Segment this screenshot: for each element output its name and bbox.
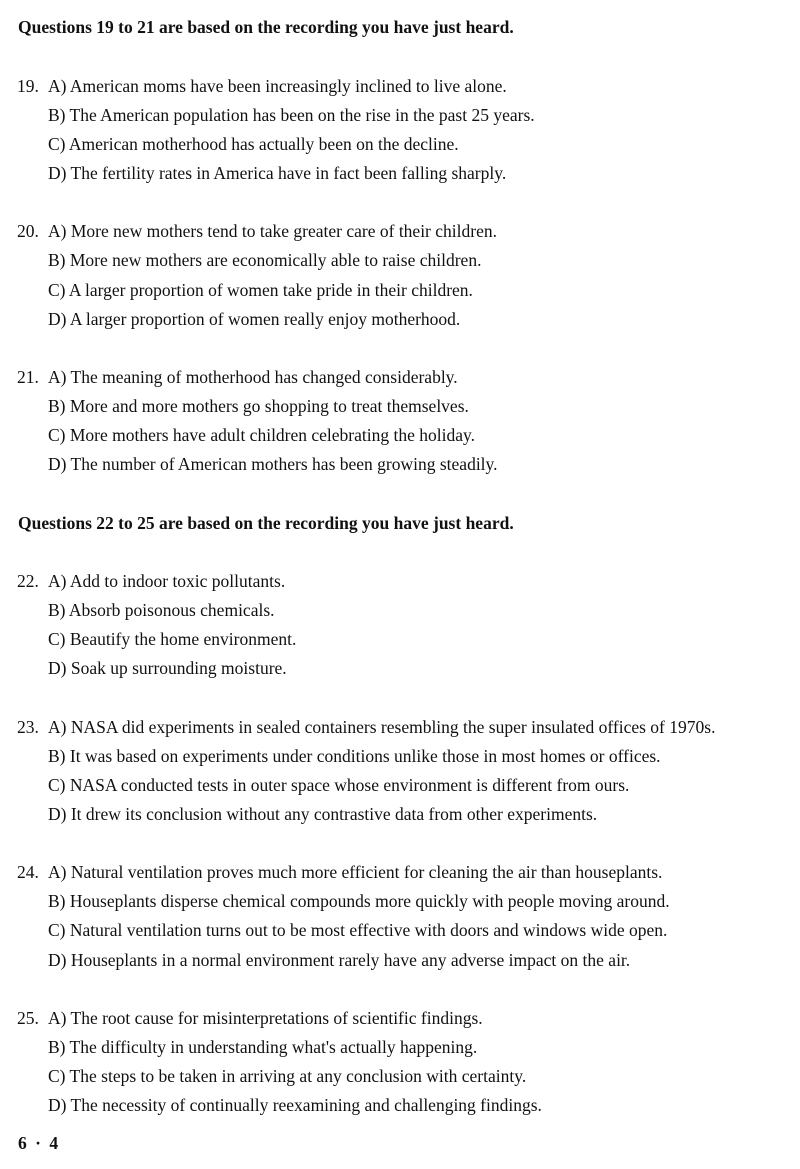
question-number: 19. [17,76,39,96]
option-b: B) More and more mothers go shopping to treat themselves. [48,396,469,416]
question-number: 20. [17,221,39,241]
question-number: 22. [17,571,39,591]
question-number: 21. [17,367,39,387]
question-number: 24. [17,862,39,882]
option-d: D) Soak up surrounding moisture. [48,658,287,678]
option-a: A) The root cause for misinterpretations of scientific findings. [48,1008,483,1028]
option-c: C) American motherhood has actually been on the decline. [48,134,459,154]
option-a: A) NASA did experiments in sealed containers resembling the super insulated offices of 1970s. [48,717,716,737]
option-c: C) More mothers have adult children celebrating the holiday. [48,425,475,445]
question-number: 25. [17,1008,39,1028]
option-a: A) More new mothers tend to take greater care of their children. [48,221,497,241]
question-number: 23. [17,717,39,737]
option-a: A) American moms have been increasingly inclined to live alone. [48,76,507,96]
option-a: A) The meaning of motherhood has changed considerably. [48,367,458,387]
option-c: C) NASA conducted tests in outer space whose environment is different from ours. [48,775,630,795]
option-b: B) Houseplants disperse chemical compounds more quickly with people moving around. [48,891,670,911]
option-c: C) The steps to be taken in arriving at any conclusion with certainty. [48,1066,527,1086]
option-b: B) The American population has been on the rise in the past 25 years. [48,105,535,125]
option-d: D) It drew its conclusion without any contrastive data from other experiments. [48,804,598,824]
option-b: B) More new mothers are economically able to raise children. [48,250,482,270]
section-heading: Questions 19 to 21 are based on the recording you have just heard. [18,17,514,37]
option-c: C) A larger proportion of women take pride in their children. [48,280,473,300]
page-number: 6 · 4 [18,1133,61,1153]
option-a: A) Add to indoor toxic pollutants. [48,571,286,591]
option-d: D) The number of American mothers has been growing steadily. [48,454,498,474]
section-heading: Questions 22 to 25 are based on the recording you have just heard. [18,513,514,533]
option-b: B) It was based on experiments under conditions unlike those in most homes or offices. [48,746,661,766]
option-c: C) Beautify the home environment. [48,629,297,649]
option-d: D) The necessity of continually reexamining and challenging findings. [48,1095,542,1115]
option-a: A) Natural ventilation proves much more efficient for cleaning the air than houseplants. [48,862,663,882]
option-d: D) Houseplants in a normal environment rarely have any adverse impact on the air. [48,950,631,970]
option-b: B) The difficulty in understanding what's actually happening. [48,1037,478,1057]
option-c: C) Natural ventilation turns out to be most effective with doors and windows wide open. [48,920,668,940]
option-d: D) The fertility rates in America have in fact been falling sharply. [48,163,507,183]
option-b: B) Absorb poisonous chemicals. [48,600,275,620]
option-d: D) A larger proportion of women really enjoy motherhood. [48,309,461,329]
